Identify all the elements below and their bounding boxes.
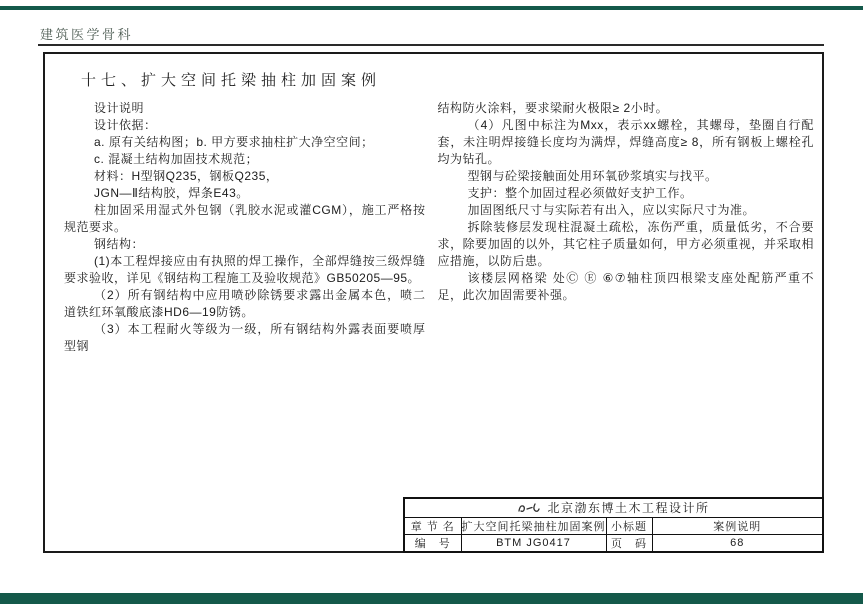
table-row [404, 518, 823, 535]
paragraph: a. 原有关结构图；b. 甲方要求抽柱扩大净空空间； [94, 135, 374, 149]
paragraph: c. 混凝土结构加固技术规范； [94, 152, 259, 166]
top-accent-bar [0, 6, 863, 10]
paragraph: 钢结构： [94, 237, 145, 251]
subtitle-value: 案例说明 [652, 518, 823, 535]
paragraph: 柱加固采用湿式外包钢（乳胶水泥或灌CGM），施工严格按规范要求。 [64, 203, 426, 234]
paragraph: 加固图纸尺寸与实际若有出入，应以实际尺寸为准。 [467, 203, 756, 217]
chapter-name-label: 章 节 名 [404, 518, 461, 535]
company-row [404, 498, 823, 518]
company-logo-icon [517, 502, 541, 517]
bottom-accent-bar [0, 593, 863, 604]
page-number-value: 68 [652, 535, 823, 553]
paragraph: JGN—Ⅱ结构胶，焊条E43。 [94, 186, 249, 200]
paragraph: 结构防火涂料，要求梁耐火极限≥ 2小时。 [437, 101, 669, 115]
paragraph: 设计依据： [94, 118, 157, 132]
paragraph: （2）所有钢结构中应用喷砂除锈要求露出金属本色，喷二道铁红环氧酸底漆HD6—19防锈。 [64, 288, 426, 319]
page-title: 十七、扩大空间托梁抽柱加固案例 [81, 72, 382, 89]
paragraph: 拆除装修层发现柱混凝土疏松，冻伤严重，质量低劣，不合要求，除要加固的以外，其它柱子质量如何，甲方必须重视，并采取相应措施，以防后患。 [437, 220, 814, 268]
paragraph: 支护：整个加固过程必须做好支护工作。 [467, 186, 693, 200]
paragraph: 设计说明 [94, 101, 145, 115]
document-category-label: 建筑医学骨科 [40, 27, 134, 42]
table-row [404, 535, 823, 553]
header-rule [38, 44, 824, 46]
paragraph: 型钢与砼梁接触面处用环氧砂浆填实与找平。 [467, 169, 718, 183]
content-sheet [43, 52, 824, 553]
serial-number-label: 编 号 [404, 535, 461, 553]
paragraph: 该楼层网格梁 处Ⓒ Ⓔ ⑥⑦轴柱顶四根梁支座处配筋严重不足，此次加固需要补强。 [437, 271, 814, 302]
subtitle-label: 小标题 [606, 518, 652, 535]
title-block-table [403, 497, 824, 553]
paragraph: （3）本工程耐火等级为一级，所有钢结构外露表面要喷厚型钢 [64, 322, 426, 353]
text-columns [64, 100, 814, 355]
company-cell [404, 498, 823, 518]
right-column [438, 100, 814, 355]
chapter-name-value: 扩大空间托梁抽柱加固案例 [461, 518, 606, 535]
page-number-label: 页 码 [606, 535, 652, 553]
company-name: 北京渤东博土木工程设计所 [547, 501, 710, 515]
paragraph: （4）凡图中标注为Mxx，表示xx螺栓，其螺母，垫圈自行配套，未注明焊接缝长度均为满焊，焊缝高度≥ 8，所有钢板上螺栓孔均为钻孔。 [437, 118, 814, 166]
paragraph: (1)本工程焊接应由有执照的焊工操作，全部焊缝按三级焊缝要求验收，详见《钢结构工程施工及验收规范》GB50205—95。 [64, 254, 426, 285]
left-column [64, 100, 426, 355]
serial-number-value: BTM JG0417 [461, 535, 606, 553]
paragraph: 材料：H型钢Q235，钢板Q235， [94, 169, 279, 183]
